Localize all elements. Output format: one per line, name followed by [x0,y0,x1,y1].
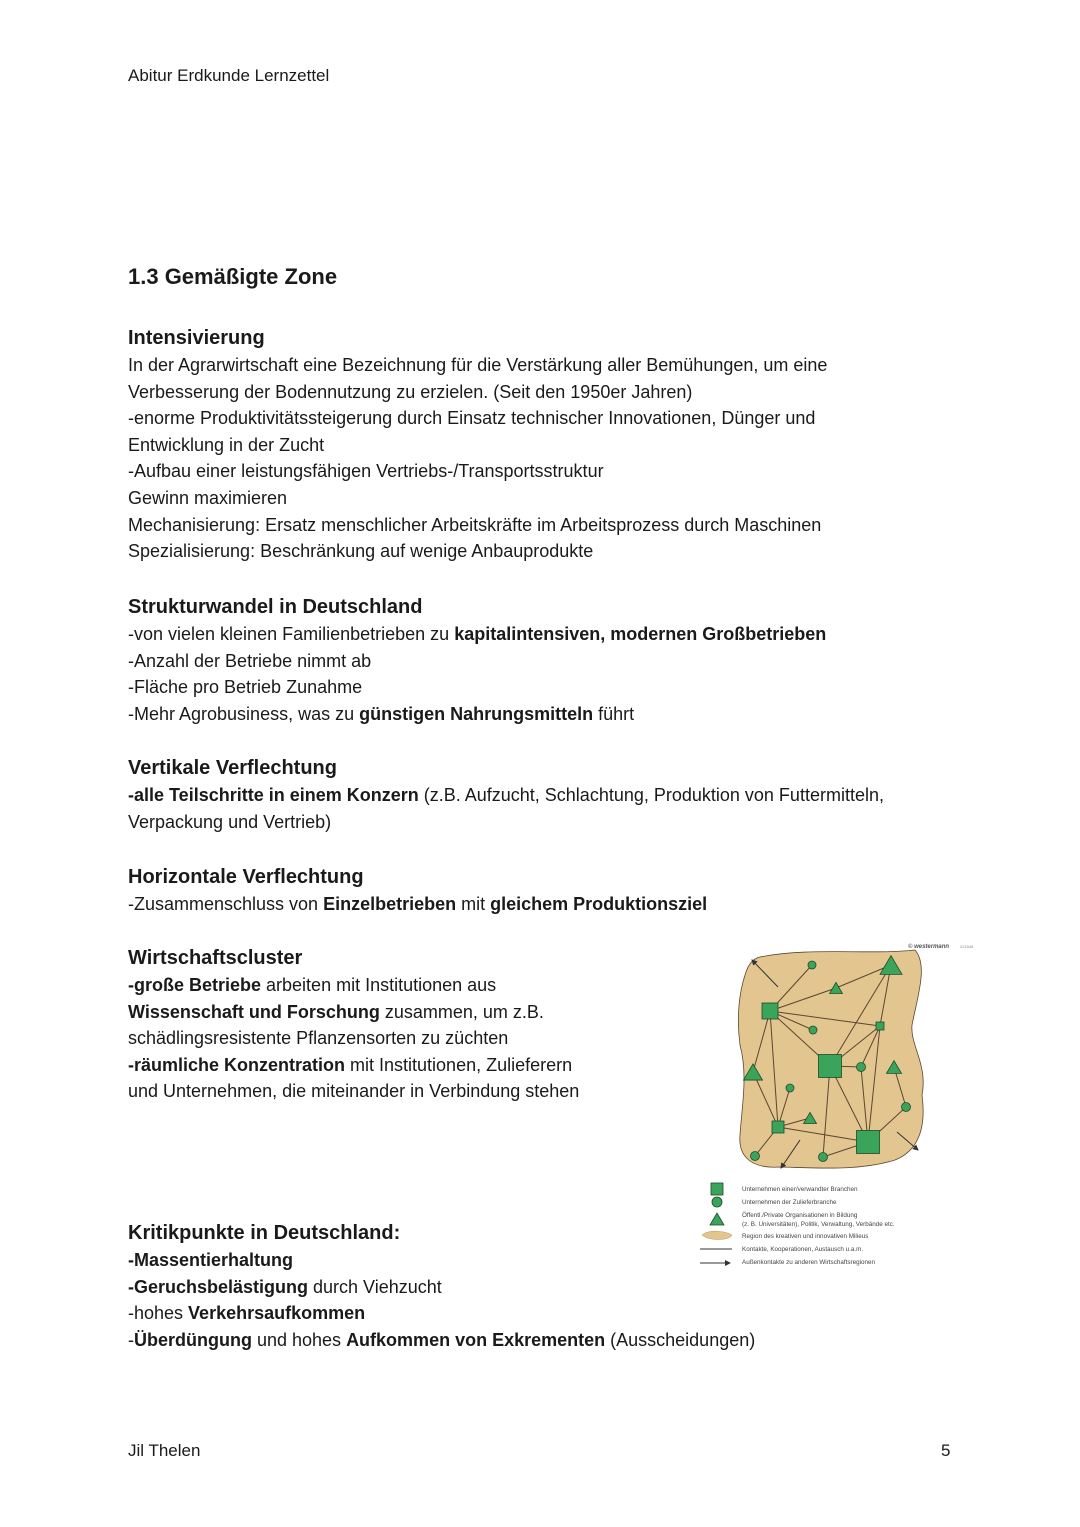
square-icon [711,1183,723,1195]
text: (z.B. Aufzucht, Schlachtung, Produktion von Futtermitteln, [418,785,884,805]
heading: Intensivierung [128,327,265,349]
text-line [128,1327,755,1354]
bold-text: -alle Teilschritte in einem Konzern [128,785,419,805]
bold-text: gleichem Produktionsziel [490,894,708,914]
company-square [876,1022,884,1030]
text: (Ausscheidungen) [605,1329,756,1350]
company-square [857,1131,880,1154]
text-line [128,1247,755,1274]
copyright: © westermann [908,944,950,950]
heading: Horizontale Verflechtung [128,866,364,888]
bold-text: -große Betriebe [128,975,262,995]
cluster-diagram [690,935,990,1275]
section-wirtschaftscluster [128,944,579,1105]
text-line: -Anzahl der Betriebe nimmt ab [128,650,372,671]
section-intensivierung [128,324,827,565]
text: führt [593,703,635,724]
supplier-circle [857,1063,866,1072]
company-square [762,1003,778,1019]
bold-text: Verkehrsaufkommen [188,1303,366,1324]
text-line: Gewinn maximieren [128,487,288,508]
text-line: Entwicklung in der Zucht [128,434,325,455]
text: -Mehr Agrobusiness, was zu [128,703,360,724]
footer-author: Jil Thelen [128,1441,201,1460]
text-line: -Fläche pro Betrieb Zunahme [128,677,363,698]
legend-label: Außenkontakte zu anderen Wirtschaftsregionen [742,1259,876,1266]
company-square [819,1055,842,1078]
text-line [128,782,884,809]
text: - [128,1329,134,1350]
text-line [128,1300,755,1327]
text-line: Verpackung und Vertrieb) [128,811,332,832]
text-line [128,621,826,648]
triangle-icon [710,1213,724,1225]
text-line: In der Agrarwirtschaft eine Bezeichnung für die Verstärkung aller Bemühungen, um eine [128,355,828,375]
text-line: -enorme Produktivitätssteigerung durch Einsatz technischer Innovationen, Dünger und [128,408,816,429]
legend-label: Öffentl./Private Organisationen in Bildung [742,1212,858,1219]
bold-text: Einzelbetrieben [323,894,457,914]
text-line [128,701,826,728]
page-header: Abitur Erdkunde Lernzettel [128,66,330,85]
bold-text: -Geruchsbelästigung [128,1276,309,1297]
legend [700,1183,895,1266]
heading: Vertikale Verflechtung [128,757,337,779]
circle-icon [712,1197,722,1207]
bold-text: -Massentierhaltung [128,1250,294,1270]
text: arbeiten mit Institutionen aus [261,975,497,995]
text: durch Viehzucht [308,1276,442,1297]
text-line: und Unternehmen, die miteinander in Verbindung stehen [128,1081,580,1102]
bold-text: -räumliche Konzentration [128,1054,346,1075]
text: und hohes [251,1329,347,1350]
legend-label: (z. B. Universitäten), Politik, Verwaltung, Verbände etc. [742,1221,895,1228]
supplier-circle [808,961,816,969]
bold-text: Aufkommen von Exkrementen [346,1329,606,1350]
text: -hohes [128,1303,189,1324]
legend-label: Region des kreativen und innovativen Milieus [742,1233,869,1240]
section-horizontale [128,863,707,918]
text: zusammen, um z.B. [379,1001,544,1022]
text-line: Mechanisierung: Ersatz menschlicher Arbeitskräfte im Arbeitsprozess durch Maschinen [128,514,822,535]
supplier-circle [786,1084,794,1092]
heading: Strukturwandel in Deutschland [128,596,423,618]
legend-label: Unternehmen der Zulieferbranche [742,1199,837,1206]
section-kritikpunkte [128,1219,755,1353]
legend-label: Unternehmen einer/verwandter Branchen [742,1186,858,1193]
supplier-circle [809,1026,817,1034]
bold-text: günstigen Nahrungsmitteln [359,703,594,724]
bold-text: Überdüngung [134,1329,252,1350]
text-line: Verbesserung der Bodennutzung zu erzielen. (Seit den 1950er Jahren) [128,381,693,402]
legend-label: Kontakte, Kooperationen, Austausch u.a.m. [742,1246,864,1253]
section-strukturwandel [128,593,826,727]
page-number: 5 [941,1441,951,1460]
company-square [772,1121,784,1133]
heading: Wirtschaftscluster [128,947,303,969]
text-line [128,1274,755,1301]
text: -Zusammenschluss von [128,894,324,914]
bold-text: Wissenschaft und Forschung [128,1001,380,1022]
section-title: 1.3 Gemäßigte Zone [128,264,338,289]
text: -von vielen kleinen Familienbetrieben zu [128,624,455,644]
text: mit Institutionen, Zulieferern [345,1054,573,1075]
supplier-circle [902,1103,911,1112]
text-line [128,1052,579,1079]
region-icon [702,1231,732,1239]
text: mit [456,894,491,914]
text-line: schädlingsresistente Pflanzensorten zu züchten [128,1028,509,1049]
text-line: Spezialisierung: Beschränkung auf wenige Anbauprodukte [128,541,594,562]
supplier-circle [819,1153,828,1162]
heading: Kritikpunkte in Deutschland: [128,1222,401,1244]
supplier-circle [751,1152,760,1161]
text-line [128,972,579,999]
text-line [128,999,579,1026]
text-line: -Aufbau einer leistungsfähigen Vertriebs-/Transportsstruktur [128,461,604,482]
figure-code: 221548 [960,944,974,949]
bold-text: kapitalintensiven, modernen Großbetrieben [454,624,827,644]
section-vertikale [128,754,884,835]
text-line [128,891,707,918]
